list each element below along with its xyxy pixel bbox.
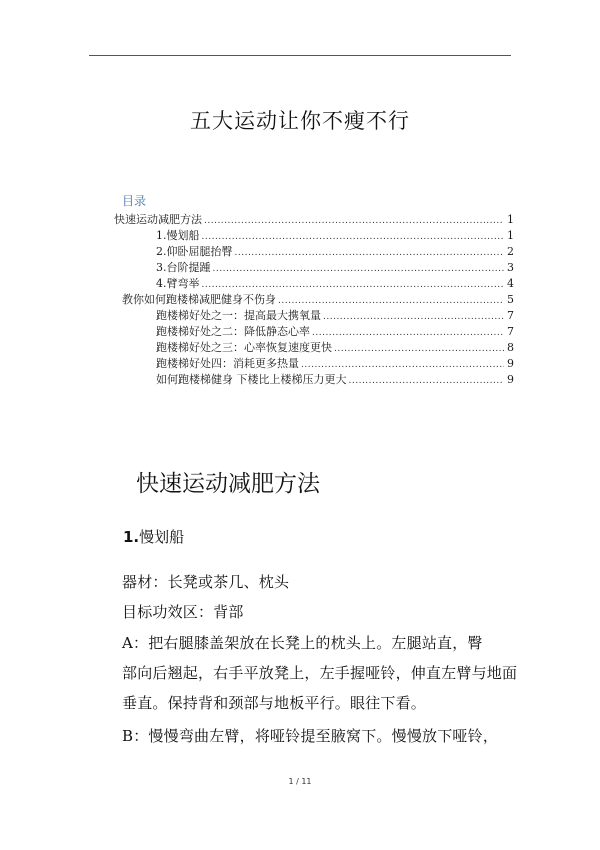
toc-entry-text: 4.臂弯举 (156, 277, 200, 290)
document-title: 五大运动让你不瘦不行 (190, 109, 410, 133)
toc-entry[interactable] (156, 339, 514, 355)
toc-entry[interactable] (156, 371, 514, 387)
body-paragraph: 部向后翘起，右手平放凳上，左手握哑铃，伸直左臂与地面 (122, 664, 518, 682)
toc-entry-page: 7 (507, 325, 514, 338)
section-heading: 快速运动减肥方法 (136, 471, 320, 497)
toc-entry-text: 2.仰卧屈腿抬臀 (156, 245, 233, 258)
toc-entry-text: 跑楼梯好处之一：提高最大携氧量 (156, 309, 321, 322)
toc-entry-text: 如何跑楼梯健身 下楼比上楼梯压力更大 (156, 373, 347, 386)
toc-leader-dots (213, 264, 505, 274)
subsection-number: 1. (123, 528, 140, 546)
toc-entry-text: 教你如何跑楼梯减肥健身不伤身 (122, 293, 276, 306)
toc-leader-dots (235, 248, 505, 258)
toc-leader-dots (204, 216, 504, 226)
toc-entry-page: 1 (507, 229, 514, 242)
body-paragraph: 器材：长凳或茶几、枕头 (122, 573, 290, 591)
toc-entry-text: 跑楼梯好处之三：心率恢复速度更快 (156, 341, 332, 354)
toc-entry-page: 9 (507, 373, 514, 386)
toc-entry[interactable] (156, 275, 514, 291)
toc-entry-text: 跑楼梯好处四：消耗更多热量 (156, 357, 299, 370)
toc-leader-dots (323, 312, 504, 322)
toc-entry[interactable] (156, 243, 514, 259)
toc-leader-dots (202, 280, 505, 290)
toc-entry-page: 7 (507, 309, 514, 322)
toc-leader-dots (202, 232, 505, 242)
toc-entry[interactable] (114, 211, 514, 227)
toc-leader-dots (278, 296, 504, 306)
toc-entry[interactable] (156, 307, 514, 323)
toc-entry-page: 4 (507, 277, 514, 290)
toc-entry-page: 1 (507, 213, 514, 226)
toc-entry-page: 8 (507, 341, 514, 354)
toc-entry-text: 跑楼梯好处之二：降低静态心率 (156, 325, 310, 338)
toc-entry-text: 3.台阶提踵 (156, 261, 211, 274)
toc-entry-page: 5 (507, 293, 514, 306)
toc-entry-text: 1.慢划船 (156, 229, 200, 242)
toc-entry[interactable] (156, 355, 514, 371)
toc-entry-page: 9 (507, 357, 514, 370)
toc-leader-dots (301, 360, 504, 370)
body-paragraph: B：慢慢弯曲左臂，将哑铃提至腋窝下。慢慢放下哑铃， (122, 727, 499, 745)
toc-entry[interactable] (156, 323, 514, 339)
subsection-heading (123, 526, 184, 547)
body-paragraph: 目标功效区：背部 (122, 603, 244, 621)
toc-entry-text: 快速运动减肥方法 (114, 213, 202, 226)
toc-heading: 目录 (122, 194, 147, 208)
toc-entry[interactable] (156, 259, 514, 275)
toc-entry-page: 3 (507, 261, 514, 274)
toc-leader-dots (349, 376, 505, 386)
toc-entry[interactable] (156, 227, 514, 243)
body-paragraph: A：把右腿膝盖架放在长凳上的枕头上。左腿站直，臀 (122, 634, 483, 652)
toc-entry-page: 2 (507, 245, 514, 258)
toc-leader-dots (312, 328, 504, 338)
toc-leader-dots (334, 344, 504, 354)
toc-entry[interactable] (122, 291, 514, 307)
body-paragraph: 垂直。保持背和颈部与地板平行。眼往下看。 (122, 694, 427, 712)
page-number: 1 / 11 (288, 777, 312, 786)
subsection-title: 慢划船 (139, 528, 185, 546)
header-rule (89, 55, 511, 56)
